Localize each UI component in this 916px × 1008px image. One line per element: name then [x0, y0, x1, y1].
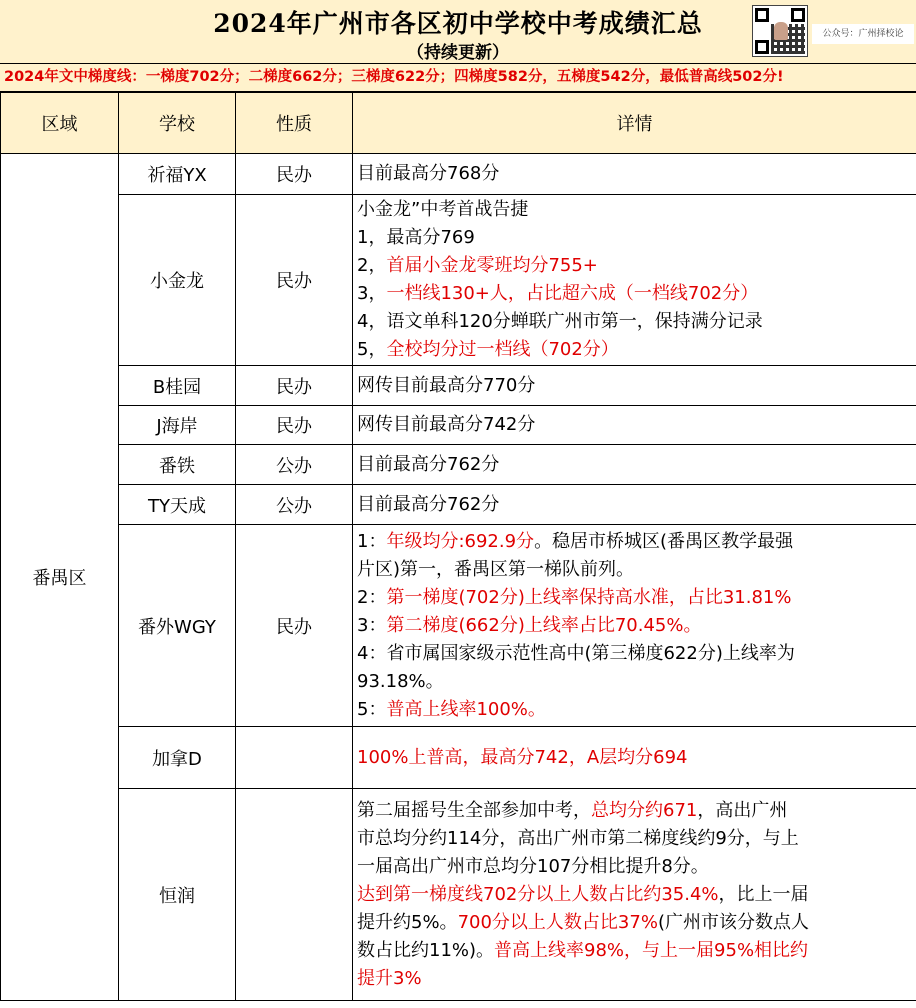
- table-row: [1, 366, 916, 406]
- details-cell: [353, 789, 916, 1001]
- highlight-text: 达到第一梯度线702分以上人数占比约35.4%: [357, 883, 719, 905]
- header-details: 详情: [353, 93, 916, 154]
- header-district: 区域: [1, 93, 119, 154]
- details-line: [357, 744, 912, 772]
- table-row: [1, 445, 916, 485]
- details-text: 提升约5%。: [357, 911, 458, 933]
- details-text: 1：: [357, 530, 387, 552]
- details-text: 网传目前最高分742分: [357, 414, 536, 435]
- score-line-notice: 2024年文中梯度线：一梯度702分；二梯度662分；三梯度622分；四梯度582分，五梯度542分，最低普高线502分!: [0, 64, 916, 92]
- score-table: [0, 92, 916, 1001]
- details-line: [357, 696, 912, 724]
- details-line: [357, 491, 912, 519]
- type-cell: 民办: [236, 366, 353, 406]
- details-text: 5，: [357, 339, 387, 360]
- details-line: [357, 308, 912, 336]
- details-text: 93.18%。: [357, 670, 444, 692]
- highlight-text: 第一梯度(702分)上线率保持高水准，占比31.81%: [386, 586, 792, 608]
- details-text: 3：: [357, 614, 387, 636]
- table-row: [1, 485, 916, 525]
- details-cell: [353, 154, 916, 195]
- school-cell: 小金龙: [119, 195, 236, 366]
- highlight-text: 普高上线率98%，与上一届95%相比约: [494, 939, 809, 961]
- details-line: [357, 937, 912, 965]
- table-row: [1, 195, 916, 366]
- header: [0, 0, 916, 64]
- details-text: 5：: [357, 698, 387, 720]
- details-text: 一届高出广州市总均分107分相比提升8分。: [357, 855, 709, 877]
- type-cell: 公办: [236, 485, 353, 525]
- school-cell: 祈福YX: [119, 154, 236, 195]
- type-cell: 民办: [236, 525, 353, 727]
- details-text: 4，语文单科120分蝉联广州市第一，保持满分记录: [357, 311, 763, 332]
- highlight-text: 第二梯度(662分)上线率占比70.45%。: [386, 614, 702, 636]
- details-text: 。稳居市桥城区(番禺区教学最强: [534, 530, 794, 552]
- details-text: 2，: [357, 255, 387, 276]
- details-line: [357, 797, 912, 825]
- school-cell: 加拿D: [119, 727, 236, 789]
- details-line: [357, 252, 912, 280]
- details-line: [357, 411, 912, 439]
- table-row: [1, 525, 916, 727]
- details-line: [357, 965, 912, 993]
- details-cell: [353, 525, 916, 727]
- highlight-text: 总均分约671: [591, 799, 698, 821]
- details-line: [357, 853, 912, 881]
- details-line: [357, 668, 912, 696]
- details-line: [357, 584, 912, 612]
- details-text: ，高出广州: [697, 799, 788, 821]
- header-school: 学校: [119, 93, 236, 154]
- school-cell: 番铁: [119, 445, 236, 485]
- type-cell: 民办: [236, 195, 353, 366]
- details-text: 目前最高分762分: [357, 493, 500, 515]
- details-line: [357, 336, 912, 364]
- details-cell: [353, 445, 916, 485]
- details-text: 数占比约11%)。: [357, 939, 495, 961]
- page-subtitle: （持续更新）: [407, 43, 509, 63]
- details-text: 3，: [357, 283, 387, 304]
- details-line: [357, 909, 912, 937]
- highlight-text: 普高上线率100%。: [386, 698, 546, 720]
- details-text: (广州市该分数点人: [657, 911, 809, 933]
- details-text: 片区)第一，番禺区第一梯队前列。: [357, 558, 635, 580]
- school-cell: J海岸: [119, 406, 236, 445]
- table-header-row: [1, 93, 916, 154]
- details-line: [357, 528, 912, 556]
- table-row: [1, 789, 916, 1001]
- highlight-text: 700分以上人数占比37%: [457, 911, 658, 933]
- school-cell: B桂园: [119, 366, 236, 406]
- avatar: [774, 22, 788, 40]
- details-line: [357, 196, 912, 224]
- page-title: 2024年广州市各区初中学校中考成绩汇总: [213, 9, 703, 38]
- details-text: 小金龙”中考首战告捷: [357, 199, 529, 220]
- details-line: [357, 280, 912, 308]
- table-row: [1, 154, 916, 195]
- details-cell: [353, 485, 916, 525]
- school-cell: TY天成: [119, 485, 236, 525]
- highlight-text: 100%上普高，最高分742，A层均分694: [357, 746, 688, 768]
- details-line: [357, 372, 912, 400]
- details-line: [357, 160, 912, 188]
- details-line: [357, 612, 912, 640]
- table-row: [1, 727, 916, 789]
- details-text: 目前最高分768分: [357, 163, 500, 184]
- details-text: 4：省市属国家级示范性高中(第三梯度622分)上线率为: [357, 642, 795, 664]
- details-cell: [353, 195, 916, 366]
- qr-code-icon: [752, 5, 808, 57]
- highlight-text: 全校均分过一档线（702分）: [386, 339, 619, 360]
- type-cell: 公办: [236, 445, 353, 485]
- wechat-account-label: 公众号：广州择校论: [812, 24, 914, 44]
- header-type: 性质: [236, 93, 353, 154]
- district-cell: 番禺区: [1, 154, 119, 1001]
- details-line: [357, 224, 912, 252]
- details-text: 2：: [357, 586, 387, 608]
- highlight-text: 一档线130+人，占比超六成（一档线702分）: [386, 283, 759, 304]
- highlight-text: 提升3%: [357, 967, 422, 989]
- details-text: ，比上一届: [718, 883, 809, 905]
- type-cell: 民办: [236, 406, 353, 445]
- details-text: 第二届摇号生全部参加中考，: [357, 799, 591, 821]
- details-text: 网传目前最高分770分: [357, 374, 536, 396]
- school-cell: 恒润: [119, 789, 236, 1001]
- school-cell: 番外WGY: [119, 525, 236, 727]
- details-cell: [353, 406, 916, 445]
- details-cell: [353, 727, 916, 789]
- details-line: [357, 556, 912, 584]
- details-cell: [353, 366, 916, 406]
- details-line: [357, 451, 912, 479]
- type-cell: [236, 789, 353, 1001]
- details-line: [357, 640, 912, 668]
- details-line: [357, 825, 912, 853]
- details-text: 1，最高分769: [357, 227, 475, 248]
- table-row: [1, 406, 916, 445]
- highlight-text: 年级均分:692.9分: [386, 530, 535, 552]
- type-cell: [236, 727, 353, 789]
- highlight-text: 首届小金龙零班均分755+: [386, 255, 598, 276]
- details-line: [357, 881, 912, 909]
- details-text: 市总均分约114分，高出广州市第二梯度线约9分，与上: [357, 827, 799, 849]
- details-text: 目前最高分762分: [357, 453, 500, 475]
- type-cell: 民办: [236, 154, 353, 195]
